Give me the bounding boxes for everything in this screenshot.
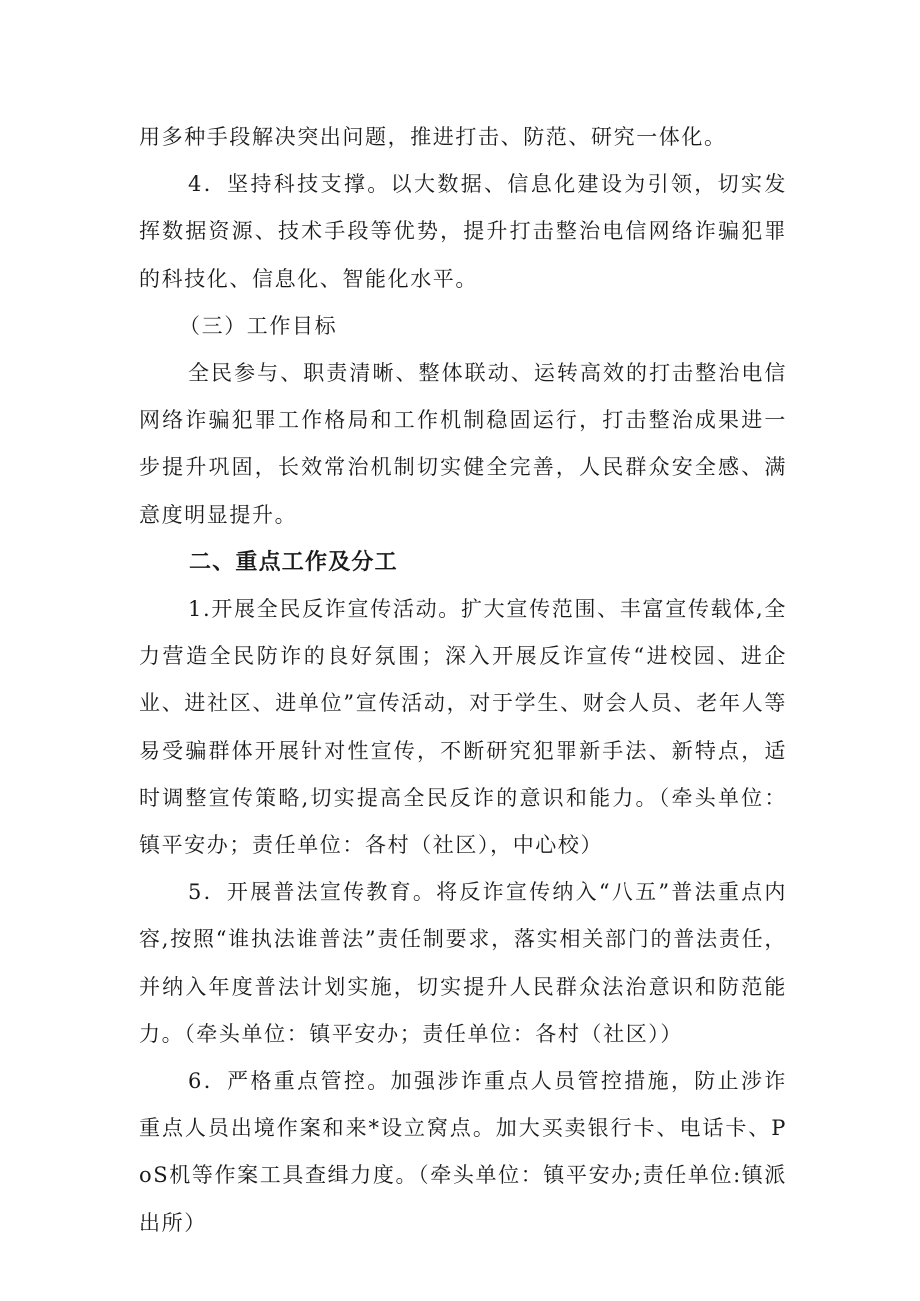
paragraph-work-goals: 全民参与、职责清晰、整体联动、运转高效的打击整治电信网络诈骗犯罪工作格局和工作机制稳固运行，打击整治成果进一步提升巩固，长效常治机制切实健全完善，人民群众安全感、满意度明显提升。 (139, 361, 787, 527)
paragraph-item-4: 4．坚持科技支撑。以大数据、信息化建设为引领，切实发挥数据资源、技术手段等优势，提升打击整治电信网络诈骗犯罪的科技化、信息化、智能化水平。 (139, 172, 787, 291)
paragraph-item-1: 1.开展全民反诈宣传活动。扩大宣传范围、丰富宣传载体,全力营造全民防诈的良好氛围；深入开展反诈宣传“进校园、进企业、进社区、进单位”宣传活动，对于学生、财会人员、老年人等易受骗群体开展针对性宣传，不断研究犯罪新手法、新特点，适时调整宣传策略,切实提高全民反诈的意识和能力。（牵头单位：镇平安办；责任单位：各村（社区），中心校） (139, 597, 787, 858)
subsection-heading-work-goals: （三）工作目标 (179, 313, 338, 338)
section-heading-key-work: 二、重点工作及分工 (189, 549, 398, 575)
document-page (139, 114, 787, 1247)
paragraph-item-6: 6．严格重点管控。加强涉诈重点人员管控措施，防止涉诈重点人员出境作案和来*设立窝点。加大买卖银行卡、电话卡、PoS机等作案工具查缉力度。（牵头单位：镇平安办;责任单位:镇派出所） (139, 1069, 787, 1235)
paragraph-continuation: 用多种手段解决突出问题，推进打击、防范、研究一体化。 (139, 125, 727, 149)
paragraph-item-5: 5．开展普法宣传教育。将反诈宣传纳入“八五”普法重点内容,按照“谁执法谁普法”责任制要求，落实相关部门的普法责任，并纳入年度普法计划实施，切实提升人民群众法治意识和防范能力。（牵头单位：镇平安办；责任单位：各村（社区）） (139, 880, 787, 1046)
